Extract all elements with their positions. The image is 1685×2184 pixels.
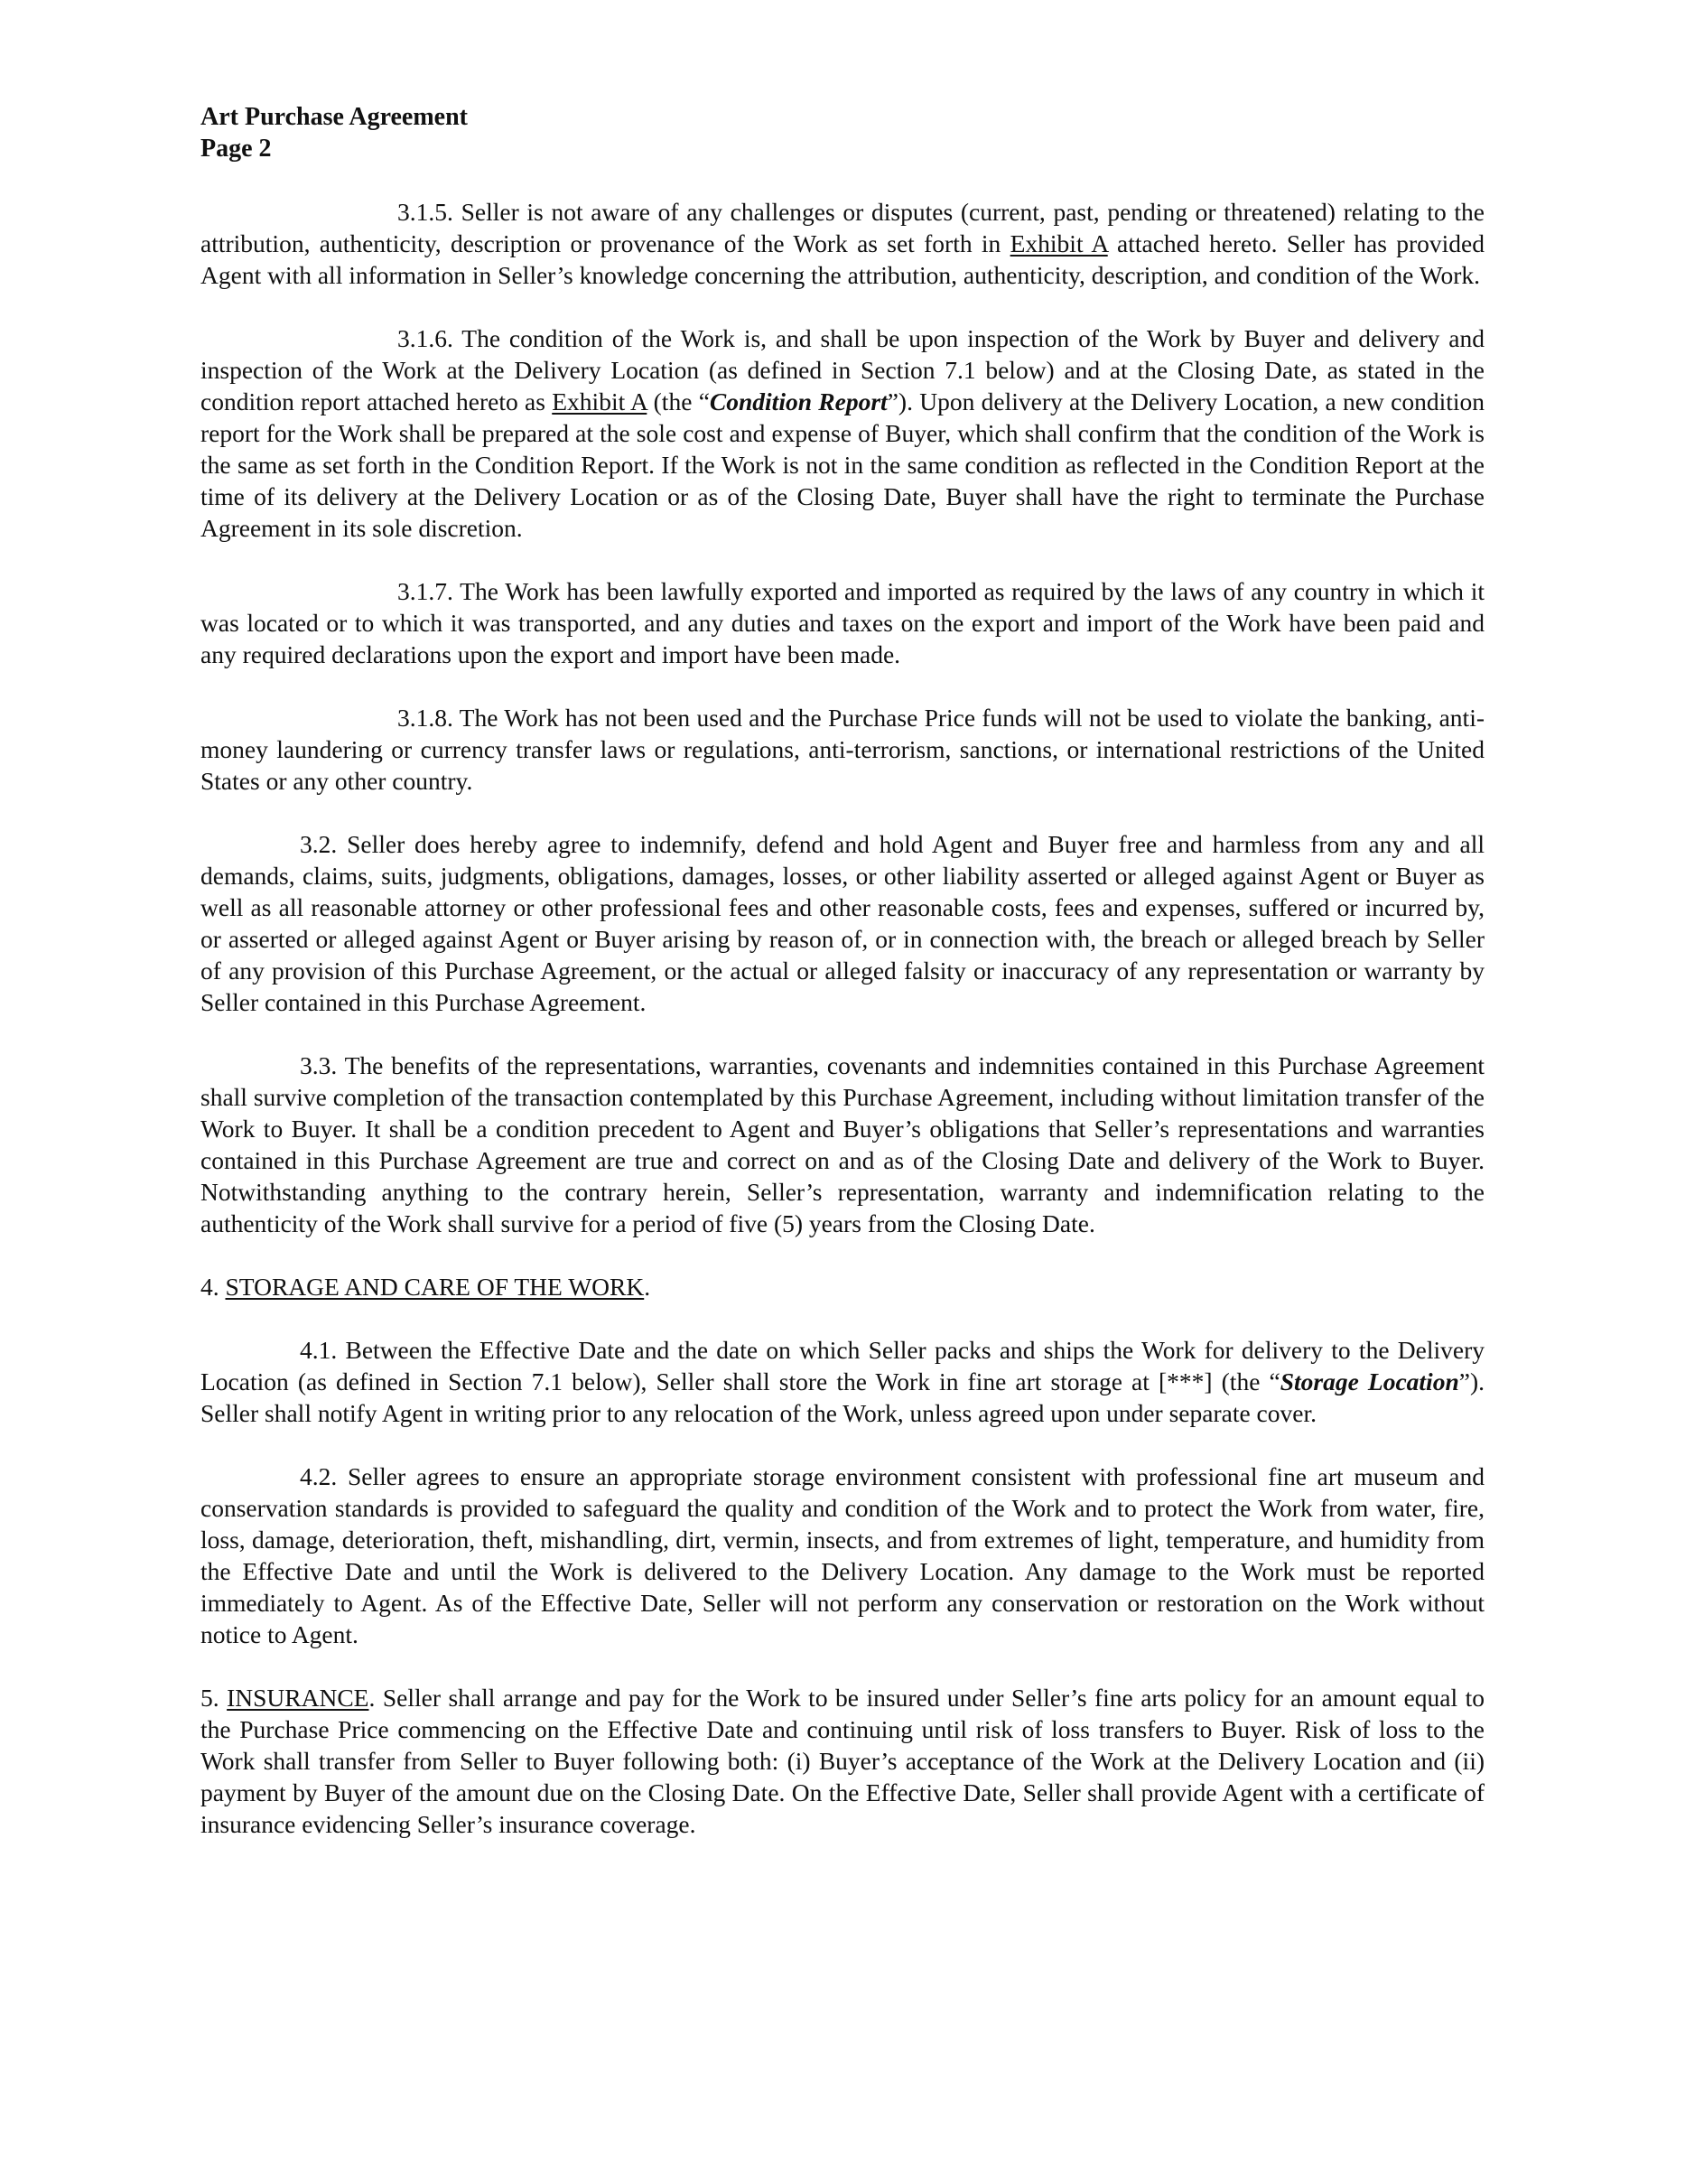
- clause-4-1: 4.1. Between the Effective Date and the date on which Seller packs and ships the Work for delivery to the Delivery Location (as defined in Section 7.1 below), Seller shall store the Work in fine art storage at [***] (the “Storage Location”). Seller shall notify Agent in writing prior to any relocation of the Work, unless agreed upon under separate cover.: [200, 1336, 1485, 1427]
- clause-3-1-6: 3.1.6. The condition of the Work is, and shall be upon inspection of the Work by Buyer and delivery and inspection of the Work at the Delivery Location (as defined in Section 7.1 below) and at the Closing Date, as stated in the condition report attached hereto as Exhibit A (the “Condition Report”). Upon delivery at the Delivery Location, a new condition report for the Work shall be prepared at the sole cost and expense of Buyer, which shall confirm that the condition of the Work is the same as set forth in the Condition Report. If the Work is not in the same condition as reflected in the Condition Report at the time of its delivery at the Delivery Location or as of the Closing Date, Buyer shall have the right to terminate the Purchase Agreement in its sole discretion.: [200, 324, 1485, 542]
- exhibit-a-reference: Exhibit A: [552, 387, 647, 415]
- section-4-heading: 4. STORAGE AND CARE OF THE WORK.: [200, 1273, 651, 1301]
- section-4-title: STORAGE AND CARE OF THE WORK: [225, 1273, 645, 1301]
- clause-3-1-8: 3.1.8. The Work has not been used and the Purchase Price funds will not be used to violate the banking, anti-money laundering or currency transfer laws or regulations, anti-terrorism, sanctions, or international restrictions of the United States or any other country.: [200, 704, 1485, 795]
- page-number: Page 2: [200, 135, 272, 163]
- clause-4-2: 4.2. Seller agrees to ensure an appropriate storage environment consistent with professional fine art museum and conservation standards is provided to safeguard the quality and condition of the Work and to protect the Work from water, fire, loss, damage, deterioration, theft, mishandling, dirt, vermin, insects, and from extremes of light, temperature, and humidity from the Effective Date and until the Work is delivered to the Delivery Location. Any damage to the Work must be reported immediately to Agent. As of the Effective Date, Seller will not perform any conservation or restoration on the Work without notice to Agent.: [200, 1462, 1485, 1648]
- exhibit-a-reference: Exhibit A: [1010, 229, 1108, 257]
- clause-3-1-7: 3.1.7. The Work has been lawfully exported and imported as required by the laws of any country in which it was located or to which it was transported, and any duties and taxes on the export and import of the Work have been paid and any required declarations upon the export and import have been made.: [200, 577, 1485, 668]
- defined-term-storage-location: Storage Location: [1280, 1367, 1459, 1395]
- document-title: Art Purchase Agreement: [200, 103, 468, 131]
- document-page: [200, 101, 1485, 1840]
- clause-3-2: 3.2. Seller does hereby agree to indemnify, defend and hold Agent and Buyer free and harmless from any and all demands, claims, suits, judgments, obligations, damages, losses, or other liability asserted or alleged against Agent or Buyer as well as all reasonable attorney or other professional fees and other reasonable costs, fees and expenses, suffered or incurred by, or asserted or alleged against Agent or Buyer arising by reason of, or in connection with, the breach or alleged breach by Seller of any provision of this Purchase Agreement, or the actual or alleged falsity or inaccuracy of any representation or warranty by Seller contained in this Purchase Agreement.: [200, 830, 1485, 1016]
- clause-3-3: 3.3. The benefits of the representations, warranties, covenants and indemnities contained in this Purchase Agreement shall survive completion of the transaction contemplated by this Purchase Agreement, including without limitation transfer of the Work to Buyer. It shall be a condition precedent to Agent and Buyer’s obligations that Seller’s representations and warranties contained in this Purchase Agreement are true and correct on and as of the Closing Date and delivery of the Work to Buyer. Notwithstanding anything to the contrary herein, Seller’s representation, warranty and indemnification relating to the authenticity of the Work shall survive for a period of five (5) years from the Closing Date.: [200, 1051, 1485, 1237]
- page-header: [200, 101, 1485, 164]
- section-5-title: INSURANCE: [227, 1684, 369, 1712]
- clause-3-1-5: 3.1.5. Seller is not aware of any challenges or disputes (current, past, pending or threatened) relating to the attribution, authenticity, description or provenance of the Work as set forth in Exhibit A attached hereto. Seller has provided Agent with all information in Seller’s knowledge concerning the attribution, authenticity, description, and condition of the Work.: [200, 198, 1485, 289]
- section-5-insurance: 5. INSURANCE. Seller shall arrange and pay for the Work to be insured under Seller’s fine arts policy for an amount equal to the Purchase Price commencing on the Effective Date and continuing until risk of loss transfers to Buyer. Risk of loss to the Work shall transfer from Seller to Buyer following both: (i) Buyer’s acceptance of the Work at the Delivery Location and (ii) payment by Buyer of the amount due on the Closing Date. On the Effective Date, Seller shall provide Agent with a certificate of insurance evidencing Seller’s insurance coverage.: [200, 1684, 1485, 1838]
- defined-term-condition-report: Condition Report: [709, 387, 888, 415]
